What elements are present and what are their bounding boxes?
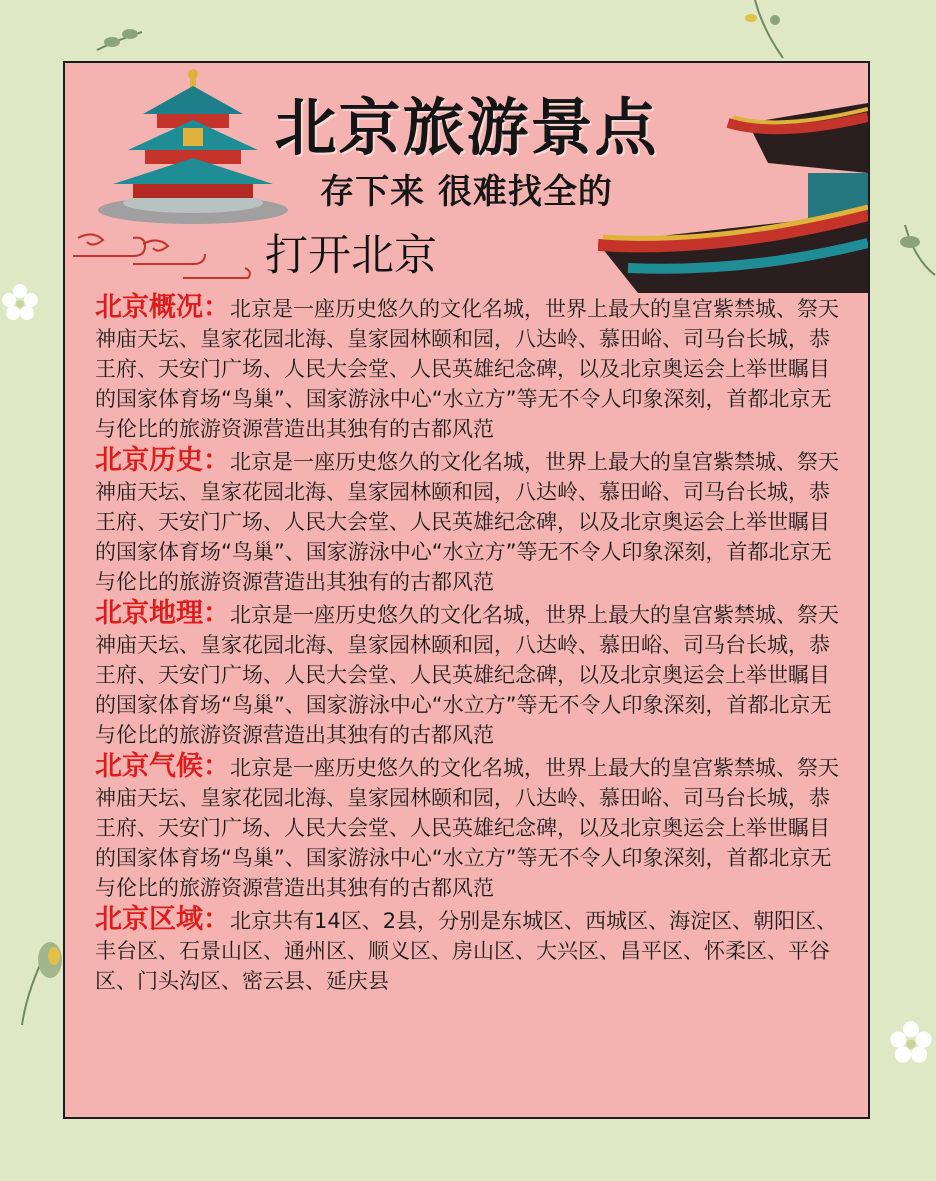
content-area (95, 293, 847, 998)
section-history (95, 446, 847, 597)
section-text: 北京是一座历史悠久的文化名城，世界上最大的皇宫紫禁城、祭天神庙天坛、皇家花园北海、皇家园林颐和园，八达岭、慕田峪、司马台长城，恭王府、天安门广场、人民大会堂、人民英雄纪念碑，以及北京奥运会上举世瞩目的国家体育场“鸟巢”、国家游泳中心“水立方”等无不令人印象深刻，首都北京无与伦比的旅游资源营造出其独有的古都风范 (95, 603, 839, 747)
page-title: 北京旅游景点 (274, 91, 659, 164)
cloud-swirl-icon (73, 228, 253, 288)
leaf-sprig-icon (885, 220, 936, 280)
section-label: 北京地理： (95, 598, 230, 629)
flower-icon (0, 283, 40, 323)
flower-icon (888, 1020, 934, 1066)
section-text: 北京共有14区、2县，分别是东城区、西城区、海淀区、朝阳区、丰台区、石景山区、通州区、顺义区、房山区、大兴区、昌平区、怀柔区、平谷区、门头沟区、密云县、延庆县 (95, 909, 838, 993)
leaf-sprig-icon (735, 0, 795, 60)
section-label: 北京概况： (95, 292, 230, 323)
section-heading: 打开北京 (265, 231, 437, 281)
section-label: 北京区域： (95, 904, 230, 935)
section-text: 北京是一座历史悠久的文化名城，世界上最大的皇宫紫禁城、祭天神庙天坛、皇家花园北海、皇家园林颐和园，八达岭、慕田峪、司马台长城，恭王府、天安门广场、人民大会堂、人民英雄纪念碑，以及北京奥运会上举世瞩目的国家体育场“鸟巢”、国家游泳中心“水立方”等无不令人印象深刻，首都北京无与伦比的旅游资源营造出其独有的古都风范 (95, 450, 839, 594)
leaf-sprig-icon (92, 20, 152, 60)
section-districts (95, 905, 847, 996)
section-text: 北京是一座历史悠久的文化名城，世界上最大的皇宫紫禁城、祭天神庙天坛、皇家花园北海、皇家园林颐和园，八达岭、慕田峪、司马台长城，恭王府、天安门广场、人民大会堂、人民英雄纪念碑，以及北京奥运会上举世瞩目的国家体育场“鸟巢”、国家游泳中心“水立方”等无不令人印象深刻，首都北京无与伦比的旅游资源营造出其独有的古都风范 (95, 756, 839, 900)
section-geography (95, 599, 847, 750)
section-climate (95, 752, 847, 903)
leaf-sprig-icon (12, 930, 64, 1030)
section-label: 北京气候： (95, 751, 230, 782)
poster-card (63, 61, 870, 1119)
page-subtitle: 存下来 很难找全的 (320, 172, 613, 212)
section-text: 北京是一座历史悠久的文化名城，世界上最大的皇宫紫禁城、祭天神庙天坛、皇家花园北海、皇家园林颐和园，八达岭、慕田峪、司马台长城，恭王府、天安门广场、人民大会堂、人民英雄纪念碑，以及北京奥运会上举世瞩目的国家体育场“鸟巢”、国家游泳中心“水立方”等无不令人印象深刻，首都北京无与伦比的旅游资源营造出其独有的古都风范 (95, 297, 839, 441)
section-label: 北京历史： (95, 445, 230, 476)
section-overview (95, 293, 847, 444)
